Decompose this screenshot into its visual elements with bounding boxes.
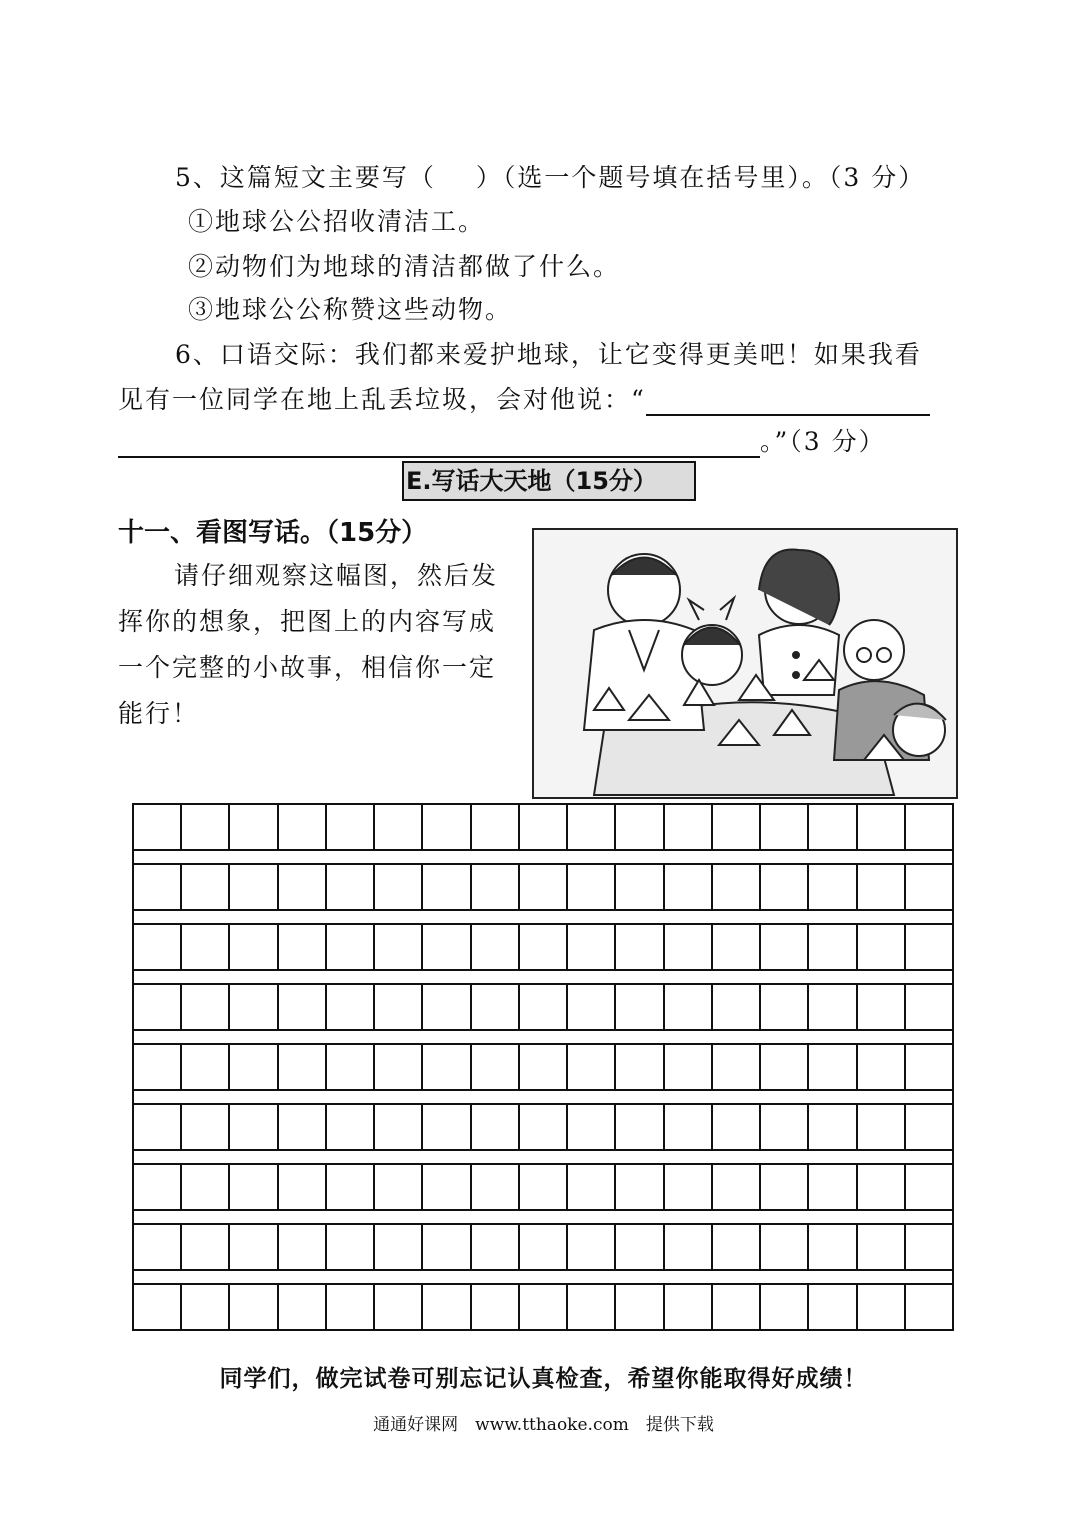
grid-cell[interactable] [665,1225,713,1269]
grid-cell[interactable] [423,1285,471,1329]
grid-cell[interactable] [134,805,182,849]
grid-cell[interactable] [906,925,952,969]
grid-cell[interactable] [327,1165,375,1209]
grid-cell[interactable] [182,1165,230,1209]
grid-cell[interactable] [423,925,471,969]
grid-cell[interactable] [568,1045,616,1089]
grid-cell[interactable] [665,1165,713,1209]
family-watermelon-drawing [534,530,956,797]
q6-line-3 [118,422,886,458]
grid-row [132,1163,954,1211]
grid-cell[interactable] [423,985,471,1029]
writing-grid[interactable] [132,803,954,1331]
grid-cell[interactable] [906,805,952,849]
grid-cell[interactable] [761,1165,809,1209]
grid-cell[interactable] [279,1285,327,1329]
grid-cell[interactable] [472,1105,520,1149]
grid-cell[interactable] [230,805,278,849]
grid-cell[interactable] [327,865,375,909]
section-e-title: E.写话大天地（15分） [402,461,696,501]
grid-cell[interactable] [761,1045,809,1089]
grid-cell[interactable] [182,1285,230,1329]
q6-line-1: 6、口语交际：我们都来爱护地球，让它变得更美吧！如果我看 [175,340,922,369]
grid-cell[interactable] [134,865,182,909]
grid-cell[interactable] [616,865,664,909]
q6-line-2-text: 见有一位同学在地上乱丢垃圾，会对他说：“ [118,385,646,414]
grid-cell[interactable] [134,1045,182,1089]
grid-cell[interactable] [665,865,713,909]
grid-cell[interactable] [665,1045,713,1089]
family-watermelon-illustration [532,528,958,799]
grid-cell[interactable] [423,865,471,909]
grid-cell[interactable] [616,985,664,1029]
grid-cell[interactable] [665,805,713,849]
grid-cell[interactable] [568,1225,616,1269]
grid-cell[interactable] [616,1225,664,1269]
grid-row-gap [132,911,954,923]
grid-cell[interactable] [858,1225,906,1269]
grid-cell[interactable] [906,865,952,909]
grid-cell[interactable] [279,1045,327,1089]
grid-row [132,803,954,851]
grid-cell[interactable] [761,925,809,969]
grid-cell[interactable] [134,1105,182,1149]
grid-cell[interactable] [761,985,809,1029]
grid-cell[interactable] [423,1225,471,1269]
grid-cell[interactable] [375,985,423,1029]
grid-cell[interactable] [809,1285,857,1329]
grid-cell[interactable] [472,865,520,909]
grid-cell[interactable] [327,1045,375,1089]
grid-row-gap [132,1211,954,1223]
grid-row [132,1043,954,1091]
grid-cell[interactable] [713,1165,761,1209]
grid-cell[interactable] [230,1045,278,1089]
grid-row-gap [132,1031,954,1043]
grid-cell[interactable] [761,865,809,909]
grid-cell[interactable] [279,925,327,969]
grid-cell[interactable] [472,1045,520,1089]
grid-cell[interactable] [809,1225,857,1269]
grid-cell[interactable] [279,865,327,909]
grid-cell[interactable] [134,1225,182,1269]
grid-cell[interactable] [568,925,616,969]
grid-cell[interactable] [809,1165,857,1209]
grid-cell[interactable] [423,1165,471,1209]
grid-cell[interactable] [520,1105,568,1149]
grid-cell[interactable] [182,805,230,849]
grid-cell[interactable] [906,1225,952,1269]
grid-cell[interactable] [375,1045,423,1089]
grid-cell[interactable] [230,925,278,969]
grid-cell[interactable] [520,985,568,1029]
grid-row [132,983,954,1031]
grid-cell[interactable] [230,865,278,909]
grid-cell[interactable] [906,1105,952,1149]
grid-cell[interactable] [423,805,471,849]
q5-prefix: 5、这篇短文主要写（ [175,163,436,192]
grid-cell[interactable] [906,1045,952,1089]
grid-cell[interactable] [713,1225,761,1269]
grid-cell[interactable] [713,985,761,1029]
grid-cell[interactable] [520,925,568,969]
grid-cell[interactable] [665,985,713,1029]
grid-row-gap [132,1271,954,1283]
grid-cell[interactable] [520,865,568,909]
q6-answer-blank-2[interactable] [118,430,760,458]
grid-cell[interactable] [375,805,423,849]
q5-option-3: ③地球公公称赞这些动物。 [188,295,513,324]
grid-cell[interactable] [279,1165,327,1209]
grid-cell[interactable] [230,985,278,1029]
grid-cell[interactable] [327,1105,375,1149]
grid-row [132,1223,954,1271]
grid-cell[interactable] [327,1225,375,1269]
grid-cell[interactable] [665,1285,713,1329]
grid-cell[interactable] [472,1225,520,1269]
grid-cell[interactable] [134,1165,182,1209]
grid-cell[interactable] [858,925,906,969]
grid-cell[interactable] [809,1105,857,1149]
grid-cell[interactable] [616,925,664,969]
q5-option-1: ①地球公公招收清洁工。 [188,207,486,236]
grid-cell[interactable] [520,1285,568,1329]
grid-cell[interactable] [327,805,375,849]
grid-cell[interactable] [134,1285,182,1329]
grid-cell[interactable] [230,1105,278,1149]
grid-cell[interactable] [568,1105,616,1149]
grid-cell[interactable] [858,1285,906,1329]
grid-cell[interactable] [327,1285,375,1329]
grid-cell[interactable] [375,1165,423,1209]
grid-cell[interactable] [665,925,713,969]
grid-cell[interactable] [809,925,857,969]
grid-cell[interactable] [616,1285,664,1329]
closing-message: 同学们，做完试卷可别忘记认真检查，希望你能取得好成绩！ [219,1366,868,1392]
grid-cell[interactable] [472,925,520,969]
grid-cell[interactable] [761,1105,809,1149]
grid-cell[interactable] [665,1105,713,1149]
grid-cell[interactable] [858,985,906,1029]
grid-cell[interactable] [568,865,616,909]
grid-cell[interactable] [568,985,616,1029]
grid-cell[interactable] [134,925,182,969]
grid-cell[interactable] [375,865,423,909]
q5-option-2: ②动物们为地球的清洁都做了什么。 [188,252,621,281]
grid-cell[interactable] [616,805,664,849]
grid-cell[interactable] [472,1285,520,1329]
q5-suffix: ）（选一个题号填在括号里）。（3 分） [475,163,926,192]
grid-cell[interactable] [230,1285,278,1329]
grid-row [132,1103,954,1151]
grid-cell[interactable] [182,1045,230,1089]
grid-cell[interactable] [809,1045,857,1089]
grid-cell[interactable] [809,805,857,849]
grid-cell[interactable] [375,1105,423,1149]
grid-cell[interactable] [520,1045,568,1089]
grid-cell[interactable] [761,1285,809,1329]
grid-cell[interactable] [279,1225,327,1269]
grid-cell[interactable] [906,1285,952,1329]
q6-line-2 [118,380,930,416]
grid-row [132,863,954,911]
grid-cell[interactable] [182,1105,230,1149]
grid-cell[interactable] [616,1045,664,1089]
grid-cell[interactable] [809,865,857,909]
question-11-prompt [118,553,498,737]
grid-cell[interactable] [568,1165,616,1209]
grid-cell[interactable] [327,925,375,969]
grid-cell[interactable] [182,925,230,969]
question-11-prompt-text: 请仔细观察这幅图，然后发挥你的想象，把图上的内容写成一个完整的小故事，相信你一定能行！ [118,561,499,728]
grid-cell[interactable] [713,925,761,969]
grid-cell[interactable] [423,1045,471,1089]
grid-cell[interactable] [858,865,906,909]
grid-cell[interactable] [713,1045,761,1089]
grid-cell[interactable] [375,1225,423,1269]
grid-cell[interactable] [182,985,230,1029]
q6-answer-blank-1[interactable] [646,388,930,416]
grid-cell[interactable] [134,985,182,1029]
grid-row-gap [132,1151,954,1163]
grid-cell[interactable] [472,1165,520,1209]
question-11-title: 十一、看图写话。（15分） [118,518,428,548]
grid-cell[interactable] [858,805,906,849]
grid-cell[interactable] [713,1285,761,1329]
footer-credit: 通通好课网 www.tthaoke.com 提供下载 [373,1415,714,1435]
grid-cell[interactable] [279,1105,327,1149]
grid-cell[interactable] [327,985,375,1029]
grid-cell[interactable] [713,1105,761,1149]
q5-line [175,158,925,194]
grid-cell[interactable] [520,805,568,849]
grid-cell[interactable] [858,1165,906,1209]
grid-cell[interactable] [182,865,230,909]
q6-line-3-suffix: 。”（3 分） [760,427,886,456]
grid-cell[interactable] [616,1105,664,1149]
grid-cell[interactable] [761,805,809,849]
grid-row-gap [132,971,954,983]
grid-cell[interactable] [906,1165,952,1209]
grid-cell[interactable] [858,1045,906,1089]
grid-cell[interactable] [279,805,327,849]
grid-cell[interactable] [230,1165,278,1209]
grid-cell[interactable] [423,1105,471,1149]
grid-cell[interactable] [761,1225,809,1269]
grid-cell[interactable] [472,985,520,1029]
grid-cell[interactable] [568,1285,616,1329]
grid-cell[interactable] [858,1105,906,1149]
grid-cell[interactable] [520,1225,568,1269]
grid-cell[interactable] [375,1285,423,1329]
grid-cell[interactable] [906,985,952,1029]
grid-row [132,1283,954,1331]
grid-cell[interactable] [230,1225,278,1269]
grid-cell[interactable] [713,805,761,849]
grid-cell[interactable] [713,865,761,909]
grid-cell[interactable] [520,1165,568,1209]
grid-cell[interactable] [568,805,616,849]
grid-cell[interactable] [182,1225,230,1269]
grid-cell[interactable] [279,985,327,1029]
grid-cell[interactable] [616,1165,664,1209]
grid-row [132,923,954,971]
grid-row-gap [132,851,954,863]
grid-row-gap [132,1091,954,1103]
grid-cell[interactable] [375,925,423,969]
grid-cell[interactable] [809,985,857,1029]
grid-cell[interactable] [472,805,520,849]
